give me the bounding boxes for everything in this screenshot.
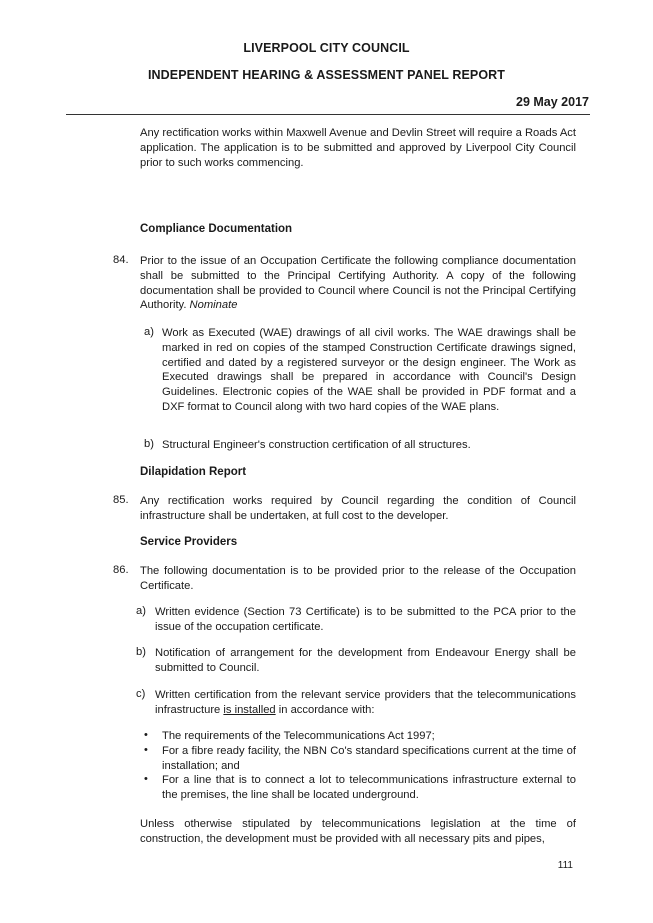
item-b-structural-text: Structural Engineer's construction certification of all structures. [162, 439, 471, 451]
page-number: 111 [557, 860, 573, 871]
service-item-c-label: c) [136, 688, 146, 700]
service-item-b-label: b) [136, 646, 146, 658]
heading-dilapidation-report: Dilapidation Report [140, 466, 247, 478]
bullet-item-2: For a fibre ready facility, the NBN Co's standard specifications current at the time of installation; and [162, 745, 576, 772]
condition-number-84: 84. [113, 254, 129, 266]
report-date: 29 May 2017 [516, 95, 589, 109]
intro-paragraph: Any rectification works within Maxwell Avenue and Devlin Street will require a Roads Act application. The application is to be submitted and approved by Liverpool City Council prior to such works commencing. [140, 127, 576, 169]
header-divider [66, 114, 590, 115]
item-a-wae-text: Work as Executed (WAE) drawings of all civil works. The WAE drawings shall be marked in red on copies of the stamped Construction Certificate drawings signed, certified and dated by a registered surveyor or the design engineer. The Work as Executed drawings shall be prepared in accordance with Council's Design Guidelines. Electronic copies of the WAE shall be provided in PDF format and a DXF format to Council along with two hard copies of the WAE plans. [162, 327, 576, 413]
condition-number-85: 85. [113, 494, 129, 506]
bullet-item-1: The requirements of the Telecommunications Act 1997; [162, 730, 435, 742]
heading-compliance-documentation: Compliance Documentation [140, 223, 293, 235]
heading-service-providers: Service Providers [140, 536, 238, 548]
closing-paragraph: Unless otherwise stipulated by telecommunications legislation at the time of construction, the development must be provided with all necessary pits and pipes, [140, 818, 576, 845]
bullet-item-3: For a line that is to connect a lot to telecommunications infrastructure external to the premises, the line shall be located underground. [162, 774, 576, 801]
bullet-icon: • [144, 773, 148, 785]
service-item-c-text [155, 688, 576, 718]
is-installed-underlined: is installed [223, 703, 276, 716]
item-b-label: b) [144, 438, 154, 450]
bullet-icon: • [144, 729, 148, 741]
condition-84-body: Prior to the issue of an Occupation Certificate the following compliance documentation shall be submitted to the Principal Certifying Authority. A copy of the following documentation shall be provided to Council where Council is not the Principal Certifying Authority. [140, 255, 576, 312]
service-item-c-post: in accordance with: [278, 703, 375, 716]
condition-86-text: The following documentation is to be provided prior to the release of the Occupation Certificate. [140, 565, 576, 592]
item-a-label: a) [144, 326, 154, 338]
report-title: INDEPENDENT HEARING & ASSESSMENT PANEL REPORT [147, 68, 506, 82]
condition-number-86: 86. [113, 564, 129, 576]
condition-85-text: Any rectification works required by Council regarding the condition of Council infrastructure shall be undertaken, at full cost to the developer. [140, 495, 576, 522]
council-name: LIVERPOOL CITY COUNCIL [243, 41, 410, 55]
service-item-a-text: Written evidence (Section 73 Certificate) is to be submitted to the PCA prior to the issue of the occupation certificate. [155, 606, 576, 633]
service-item-a-label: a) [136, 605, 146, 617]
nominate-note: Nominate [189, 299, 238, 312]
bullet-icon: • [144, 744, 148, 756]
condition-84-text [140, 254, 576, 313]
service-item-b-text: Notification of arrangement for the development from Endeavour Energy shall be submitted to Council. [155, 647, 589, 674]
service-item-c-pre: Written certification from the relevant service providers that the telecommunications infrastructure [155, 689, 576, 716]
